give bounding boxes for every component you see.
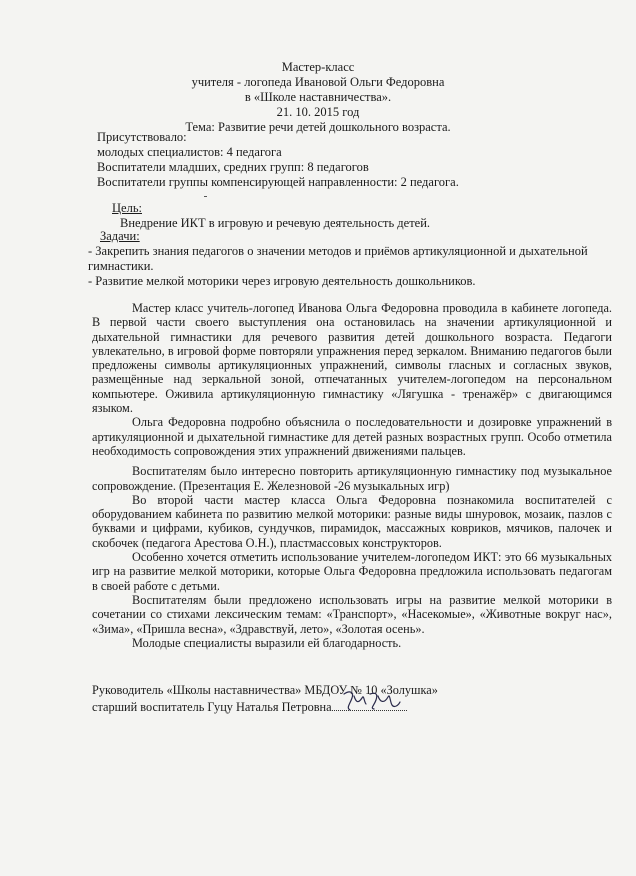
signature-field	[332, 698, 407, 711]
header-title: Мастер-класс	[281, 60, 355, 74]
attendance-row: Воспитатели группы компенсирующей направленности: 2 педагога.	[97, 175, 459, 189]
header-topic: Тема: Развитие речи детей дошкольного возраста.	[185, 120, 451, 134]
tasks-block	[88, 229, 608, 289]
task-item: - Развитие мелкой моторики через игровую деятельность дошкольников.	[88, 274, 476, 288]
body-paragraph: Ольга Федоровна подробно объяснила о последовательности и дозировке упражнений в артикуляционной и дыхательной гимнастике для детей разных возрастных групп. Особо отметила необходимость сопровождения этих упражнений движениями пальцев.	[92, 415, 612, 458]
body-paragraph: Особенно хочется отметить использование учителем-логопедом ИКТ: это 66 музыкальных игр на развитие мелкой моторики, которые Ольга Федоровна предложила использовать педагогам в своей работе с детьми.	[92, 550, 612, 593]
body-paragraph: Молодые специалисты выразили ей благодарность.	[132, 635, 402, 650]
signature-block	[92, 683, 612, 714]
attendance-row: молодых специалистов: 4 педагога	[97, 145, 282, 159]
body-paragraph: Мастер класс учитель-логопед Иванова Ольга Федоровна проводила в кабинете логопеда. В первой части своего выступления она остановилась на значении артикуляционной и дыхательной гимнастики для речевого развития детей дошкольного возраста. Педагоги увлекательно, в игровой форме повторяли упражнения перед зеркалом. Вниманию педагогов были предложены символы артикуляционных упражнений, символы гласных и согласных звуков, размещённые над зеркальной зоной, отпечатанных учителем-логопедом на персональном компьютере. Оживила артикуляционную гимнастику «Лягушка - тренажёр» с двигающимся языком.	[92, 301, 612, 416]
header-author: учителя - логопеда Ивановой Ольги Федоровна	[191, 75, 445, 89]
stray-mark	[204, 196, 207, 197]
attendance-row: Воспитатели младших, средних групп: 8 педагогов	[97, 160, 369, 174]
attendance-block	[97, 130, 597, 190]
header-venue: в «Школе наставничества».	[244, 90, 392, 104]
signature-line-2: старший воспитатель Гуцу Наталья Петровна	[92, 699, 332, 714]
attendance-label: Присутствовало:	[97, 130, 187, 144]
document-header	[0, 60, 636, 135]
body-paragraph: Воспитателям было интересно повторить артикуляционную гимнастику под музыкальное сопровождение. (Презентация Е. Железновой -26 музыкальных игр)	[92, 464, 612, 493]
goal-text: Внедрение ИКТ в игровую и речевую деятельность детей.	[120, 216, 431, 230]
report-body	[92, 301, 612, 650]
body-paragraph: Воспитателям были предложено использовать игры на развитие мелкой моторики в сочетании со стихами лексическим темам: «Транспорт», «Насекомые», «Животные вокруг нас», «Зима», «Пришла весна», «Здравствуй, лето», «Золотая осень».	[92, 592, 612, 636]
handwritten-signature	[340, 688, 402, 714]
header-date: 21. 10. 2015 год	[276, 105, 360, 119]
goal-label: Цель:	[112, 201, 142, 215]
task-item: - Закрепить знания педагогов о значении методов и приёмов артикуляционной и дыхательной гимнастики.	[88, 244, 588, 273]
signature-line-1: Руководитель «Школы наставничества» МБДОУ № 10 «Золушка»	[92, 683, 438, 697]
goal-block	[94, 201, 614, 231]
body-paragraph: Во второй части мастер класса Ольга Федоровна познакомила воспитателей с оборудованием кабинета по развитию мелкой моторики: разные виды шнуровок, мозаик, пазлов с буквами и цифрами, кубиков, сундучков, пирамидок, массажных ковриков, мячиков, палочек и скобочек (педагога Арестова О.Н.), пластмассовых конструкторов.	[92, 492, 612, 550]
tasks-label: Задачи:	[100, 229, 140, 243]
